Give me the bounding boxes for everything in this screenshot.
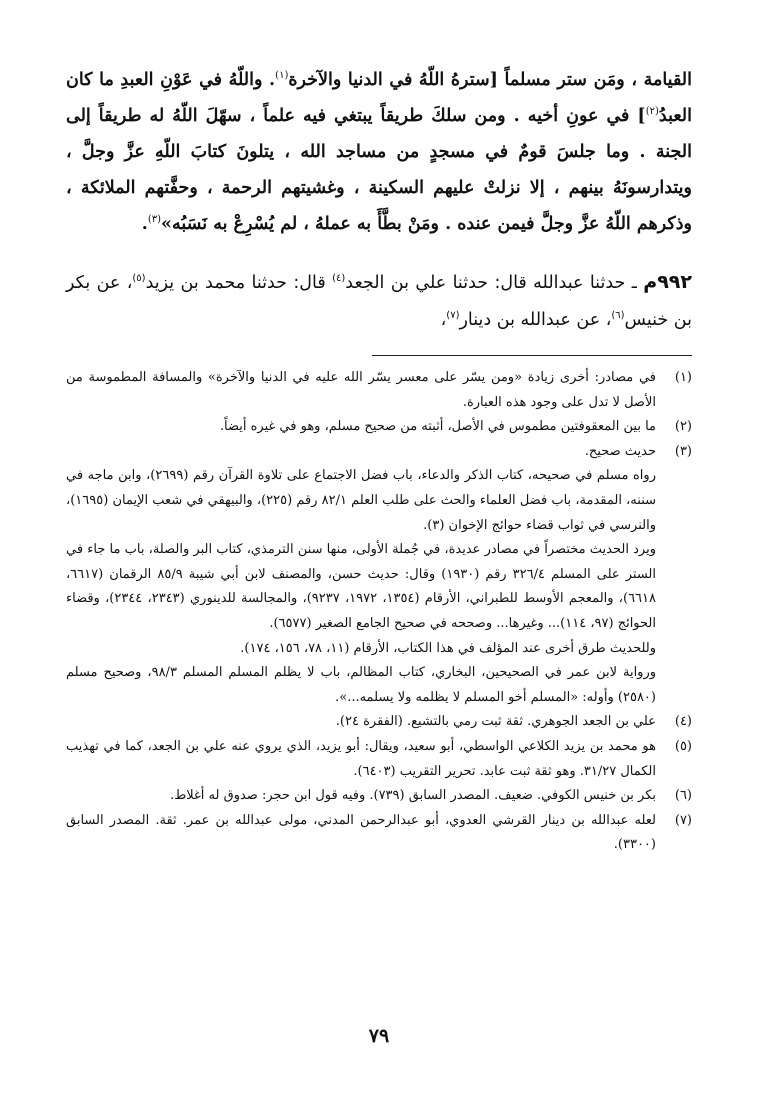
narration-segment-2: قال: حدثنا محمد بن يزيد [145,273,333,293]
footnote-marker: (٦) [674,788,692,804]
footnote-body [66,809,656,858]
footnote-body [66,735,656,784]
footnote-ref-6[interactable]: (٦) [611,310,625,322]
footnote-marker: (٢) [674,419,692,435]
footnote-divider [372,355,692,356]
footnote-paragraph: ورواية لابن عمر في الصحيحين، البخاري، كتاب المظالم، باب لا يظلم المسلم المسلم ٩٨/٣، وصحيح مسلم (٢٥٨٠) وأوله: «المسلم أخو المسلم لا يظلمه ولا يسلمه...». [66,665,657,705]
footnote-2 [66,415,692,440]
hadith-segment-4: . [141,214,148,234]
footnote-ref-1[interactable]: (١) [275,70,289,82]
footnote-ref-2[interactable]: (٢) [645,106,659,118]
hadith-text [66,62,692,242]
footnote-paragraph: ما بين المعقوفتين مطموس في الأصل، أثبته من صحيح مسلم، وهو في غيره أيضاً. [219,419,656,435]
book-page [66,62,692,1119]
footnote-ref-3[interactable]: (٣) [147,214,162,226]
hadith-number: ٩٩٢م [643,271,692,293]
footnote-paragraph: وللحديث طرق أخرى عند المؤلف في هذا الكتاب، الأرقام (١١، ٧٨، ١٥٦، ١٧٤). [240,640,656,656]
hadith-segment-3: ] في عونِ أخيه . ومن سلكَ طريقاً يبتغي فيه علماً ، سهّلَ اللّهُ له طريقاً إلى الجنة . وما جلسَ قومٌ في مسجدٍ من مساجد الله ، يتلونَ كتابَ اللّهِ عزَّ وجلَّ ، ويتدارسونَهُ بينهم ، إلا نزلتْ عليهم السكينة ، وغشيتهم الرحمة ، وحفَّتهم الملائكة ، وذكرهم اللّهُ عزَّ وجلَّ فيمن عنده . ومَنْ بطَّأَ به عملهُ ، لم يُسْرِعْ به نَسَبُه» [66,106,692,234]
footnote-body [66,366,656,415]
footnote-marker: (١) [674,370,692,385]
footnote-paragraph: علي بن الجعد الجوهري. ثقة ثبت رمي بالتشيع. (الفقرة ٢٤). [335,714,656,730]
narration-text [66,264,692,339]
footnote-4 [66,710,692,735]
footnote-paragraph: ويرد الحديث مختصراً في مصادر عديدة، في جُملة الأولى، منها سنن الترمذي، كتاب البر والصلة، باب ما جاء في الستر على المسلم ٣٢٦/٤ رقم (١٩٣٠) وقال: حديث حسن، والمصنف لابن أبي شيبة ٨٥/٩ الرقمان (٦٦١٧، ٦٦١٨)، والمعجم الأوسط للطبراني، الأرقام (١٣٥٤، ١٩٧٢، ٩٢٣٧)، والمجالسة للدينوري (٢٣٤٣، ٢٣٤٤)، وقضاء الحوائج (٩٧، ١١٤)... وغيرها... وصححه في صحيح الجامع الصغير (٦٥٧٧). [66,542,656,631]
footnote-3 [66,440,692,711]
footnote-ref-4[interactable]: (٤) [332,273,346,285]
narration-segment-5: ، [440,310,447,330]
footnote-paragraph: في مصادر: أخرى زيادة «ومن يسّر على معسر يسّر الله عليه في الدنيا والآخرة» والمسافة المطموسة من الأصل لا تدل على وجود هذه العبارة. [66,370,656,410]
footnote-marker: (٥) [674,738,692,754]
footnote-marker: (٤) [674,714,692,730]
footnote-ref-5[interactable]: (٥) [132,273,146,285]
footnote-marker: (٧) [674,812,692,828]
footnote-paragraph: حديث صحيح. [584,443,656,459]
footnote-paragraph: بكر بن خنيس الكوفي. ضعيف. المصدر السابق (٧٣٩). وفيه قول ابن حجر: صدوق له أغلاط. [170,788,656,804]
narration-segment-1: ـ حدثنا عبدالله قال: حدثنا علي بن الجعد [345,273,644,293]
narration-segment-4: ، عن عبدالله بن دينار [459,310,612,330]
footnote-ref-7[interactable]: (٧) [446,310,460,322]
footnote-paragraph: لعله عبدالله بن دينار القرشي العدوي، أبو عبدالرحمن المدني، مولى عبدالله بن عمر. ثقة. المصدر السابق (٣٣٠٠). [66,812,656,853]
footnote-body [66,415,656,440]
footnote-6 [66,784,692,809]
footnote-1 [66,366,692,415]
footnote-7 [66,809,692,858]
footnote-body [66,440,656,711]
footnote-body [66,710,656,735]
narration-segment-3: ، عن بكر بن خنيس [66,273,692,330]
page-number: ٧٩ [368,1025,390,1047]
footnote-paragraph: هو محمد بن يزيد الكلاعي الواسطي، أبو سعيد، ويقال: أبو يزيد، الذي يروي عنه علي بن الجعد، كما في تهذيب الكمال ٣١/٢٧. وهو ثقة ثبت عابد. تحرير التقريب (٦٤٠٣). [66,738,656,779]
hadith-segment-1: القيامة ، ومَن ستر مسلماً [سترهُ اللّهُ في الدنيا والآخرة [288,70,692,90]
hadith-segment-2: . واللّهُ في عَوْنِ العبدِ ما كان العبدُ [66,70,692,126]
footnote-5 [66,735,692,784]
footnotes [66,366,692,858]
footnote-marker: (٣) [674,443,692,459]
footnote-paragraph: رواه مسلم في صحيحه، كتاب الذكر والدعاء، باب فضل الاجتماع على تلاوة القرآن رقم (٢٦٩٩)، وابن ماجه في سننه، المقدمة، باب فضل العلماء والحث على طلب العلم ٨٢/١ رقم (٢٢٥)، والبيهقي في شعب الإيمان (١٦٩٥)، والنرسي في ثواب قضاء حوائج الإخوان (٣). [66,468,657,533]
footnote-body [66,784,656,809]
